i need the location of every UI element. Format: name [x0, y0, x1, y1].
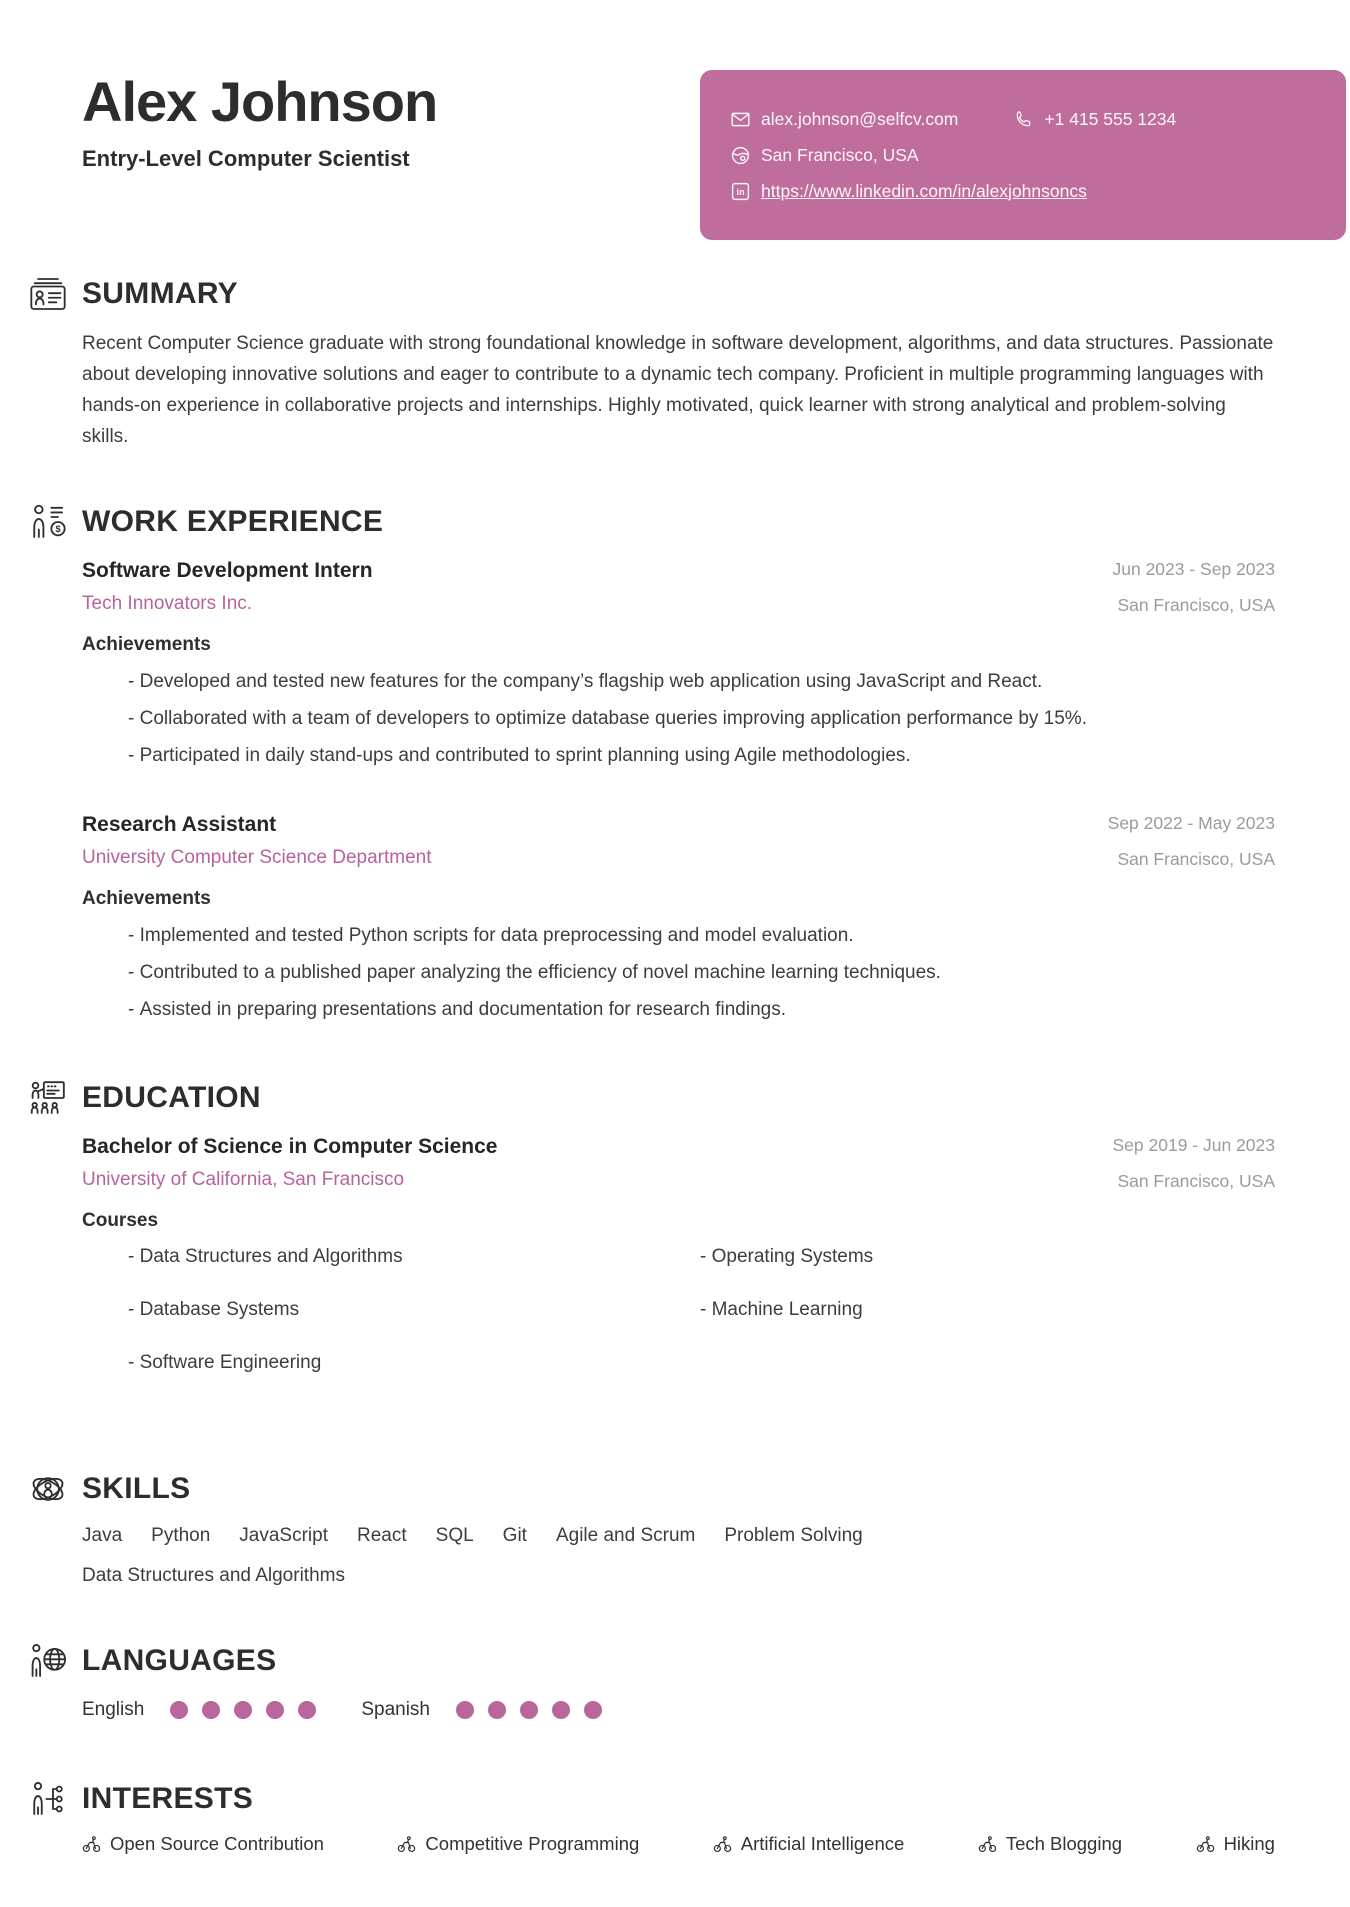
- courses-column-left: [128, 1244, 700, 1403]
- skill-item: Git: [502, 1525, 527, 1546]
- language-name: English: [82, 1699, 145, 1720]
- skill-item: Python: [151, 1525, 211, 1546]
- contact-row: [730, 145, 1320, 166]
- globe-icon: [730, 145, 751, 166]
- job-role: Research Assistant: [82, 813, 277, 836]
- contact-linkedin: [730, 181, 1087, 202]
- phone-icon: [1014, 109, 1034, 129]
- language-item: [82, 1699, 316, 1721]
- interest-label: Hiking: [1223, 1833, 1275, 1854]
- job-company: Tech Innovators Inc.: [82, 593, 253, 614]
- language-item: [361, 1699, 602, 1721]
- language-level-dot: [266, 1701, 284, 1719]
- svg-text:$: $: [55, 524, 61, 534]
- achievements-label: Achievements: [82, 888, 211, 909]
- contact-row: [730, 109, 1320, 130]
- language-level-dot: [298, 1701, 316, 1719]
- language-level-dot: [584, 1701, 602, 1719]
- interest-item: [1196, 1833, 1275, 1855]
- contact-email: [730, 109, 958, 130]
- section-title: WORK EXPERIENCE: [82, 505, 384, 538]
- interest-label: Tech Blogging: [1005, 1833, 1123, 1854]
- job-role: Software Development Intern: [82, 559, 373, 582]
- achievement-item: - Collaborated with a team of developers to optimize database queries improving application performance by 15%.: [128, 705, 1128, 733]
- section-title: SUMMARY: [82, 277, 238, 310]
- id-card-icon: [28, 274, 68, 314]
- language-level-dot: [456, 1701, 474, 1719]
- contact-location: [730, 145, 919, 166]
- language-level-dot: [234, 1701, 252, 1719]
- achievements-label: Achievements: [82, 634, 211, 655]
- language-level: [456, 1701, 602, 1719]
- contact-phone: [1014, 109, 1176, 130]
- achievement-item: - Contributed to a published paper analyzing the efficiency of novel machine learning techniques.: [128, 959, 1128, 987]
- section-work-experience: [55, 502, 1275, 1024]
- job-location: San Francisco, USA: [1117, 595, 1275, 615]
- section-skills: [82, 1469, 1275, 1589]
- section-title: SKILLS: [82, 1472, 191, 1505]
- person-tree-icon: [28, 1779, 68, 1819]
- interest-item: [978, 1833, 1122, 1855]
- person-globe-icon: [28, 1641, 68, 1681]
- contact-linkedin-link[interactable]: https://www.linkedin.com/in/alexjohnsoncs: [761, 180, 1087, 201]
- course-item: - Machine Learning: [700, 1297, 1275, 1323]
- skill-item: Data Structures and Algorithms: [82, 1565, 345, 1586]
- skill-item: Problem Solving: [724, 1525, 863, 1546]
- cyclist-icon: [978, 1835, 997, 1854]
- education-meta: [1113, 1134, 1276, 1192]
- work-entry: [82, 558, 1275, 770]
- envelope-icon: [730, 109, 751, 130]
- interest-label: Artificial Intelligence: [740, 1833, 905, 1854]
- section-title: LANGUAGES: [82, 1644, 277, 1677]
- section-header: [82, 1469, 1275, 1509]
- job-dates: Jun 2023 - Sep 2023: [1112, 559, 1275, 579]
- interest-item: [397, 1833, 639, 1855]
- job-company: University Computer Science Department: [82, 847, 432, 868]
- section-title: EDUCATION: [82, 1081, 261, 1114]
- section-header: [82, 1779, 1275, 1819]
- course-item: - Software Engineering: [128, 1350, 700, 1376]
- section-header: [82, 1641, 1275, 1681]
- classroom-icon: [28, 1078, 68, 1118]
- contact-phone-value: +1 415 555 1234: [1044, 108, 1177, 129]
- languages-list: [82, 1699, 1275, 1721]
- education-entry: [82, 1134, 1275, 1403]
- interest-label: Open Source Contribution: [110, 1833, 324, 1854]
- skill-item: JavaScript: [239, 1525, 328, 1546]
- header: [82, 70, 1275, 240]
- section-interests: [82, 1779, 1275, 1855]
- job-meta: [1108, 812, 1275, 870]
- atom-person-icon: [28, 1469, 68, 1509]
- achievement-item: - Developed and tested new features for the company’s flagship web application using JavaScript and React.: [128, 668, 1128, 696]
- svg-text:in: in: [736, 186, 745, 197]
- section-education: [82, 1078, 1275, 1403]
- achievement-item: - Participated in daily stand-ups and contributed to sprint planning using Agile methodologies.: [128, 742, 1128, 770]
- course-item: - Data Structures and Algorithms: [128, 1244, 700, 1270]
- language-level-dot: [202, 1701, 220, 1719]
- section-header: [55, 502, 1275, 542]
- cyclist-icon: [1196, 1835, 1215, 1854]
- course-item: - Operating Systems: [700, 1244, 1275, 1270]
- education-location: San Francisco, USA: [1117, 1171, 1275, 1191]
- section-header: [82, 274, 1275, 314]
- person-salary-icon: [28, 502, 68, 542]
- skill-item: React: [357, 1525, 407, 1546]
- language-level-dot: [488, 1701, 506, 1719]
- work-entry: [82, 812, 1275, 1024]
- skill-item: Agile and Scrum: [555, 1525, 696, 1546]
- skill-item: Java: [82, 1525, 123, 1546]
- section-languages: [82, 1641, 1275, 1721]
- degree: Bachelor of Science in Computer Science: [82, 1135, 498, 1158]
- job-dates: Sep 2022 - May 2023: [1107, 813, 1275, 833]
- summary-text: Recent Computer Science graduate with strong foundational knowledge in software development, algorithms, and data structures. Passionate about developing innovative solutions and eager to contribute to a dynamic tech company. Proficient in multiple programming languages with hands-on experience in collaborative projects and internships. Highly motivated, quick learner with strong analytical and problem-solving skills.: [82, 333, 1274, 447]
- contact-card: [700, 70, 1346, 240]
- section-title: INTERESTS: [82, 1782, 254, 1815]
- courses-column-right: [700, 1244, 1275, 1403]
- candidate-title: Entry-Level Computer Scientist: [82, 146, 410, 171]
- courses-label: Courses: [82, 1210, 159, 1231]
- skill-item: SQL: [435, 1525, 474, 1546]
- achievements-list: [82, 922, 1275, 1024]
- section-header: [82, 1078, 1275, 1118]
- interest-label: Competitive Programming: [425, 1833, 640, 1854]
- interest-item: [82, 1833, 324, 1855]
- contact-row: [730, 181, 1320, 202]
- education-dates: Sep 2019 - Jun 2023: [1112, 1135, 1275, 1155]
- cyclist-icon: [82, 1835, 101, 1854]
- job-location: San Francisco, USA: [1117, 849, 1275, 869]
- school: University of California, San Francisco: [82, 1169, 405, 1190]
- section-summary: [82, 274, 1275, 452]
- language-level-dot: [170, 1701, 188, 1719]
- achievement-item: - Assisted in preparing presentations and documentation for research findings.: [128, 996, 1128, 1024]
- achievements-list: [82, 668, 1275, 770]
- language-level: [170, 1701, 316, 1719]
- achievement-item: - Implemented and tested Python scripts for data preprocessing and model evaluation.: [128, 922, 1128, 950]
- skills-list: [82, 1523, 1082, 1589]
- job-meta: [1113, 558, 1276, 616]
- cyclist-icon: [713, 1835, 732, 1854]
- language-name: Spanish: [361, 1699, 430, 1720]
- contact-location-value: San Francisco, USA: [761, 144, 919, 165]
- cyclist-icon: [397, 1835, 416, 1854]
- courses-grid: [82, 1244, 1275, 1403]
- interests-list: [82, 1833, 1275, 1855]
- language-level-dot: [552, 1701, 570, 1719]
- language-level-dot: [520, 1701, 538, 1719]
- contact-email-value: alex.johnson@selfcv.com: [761, 108, 959, 129]
- candidate-name: Alex Johnson: [82, 70, 438, 133]
- course-item: - Database Systems: [128, 1297, 700, 1323]
- linkedin-icon: [730, 181, 751, 202]
- interest-item: [713, 1833, 905, 1855]
